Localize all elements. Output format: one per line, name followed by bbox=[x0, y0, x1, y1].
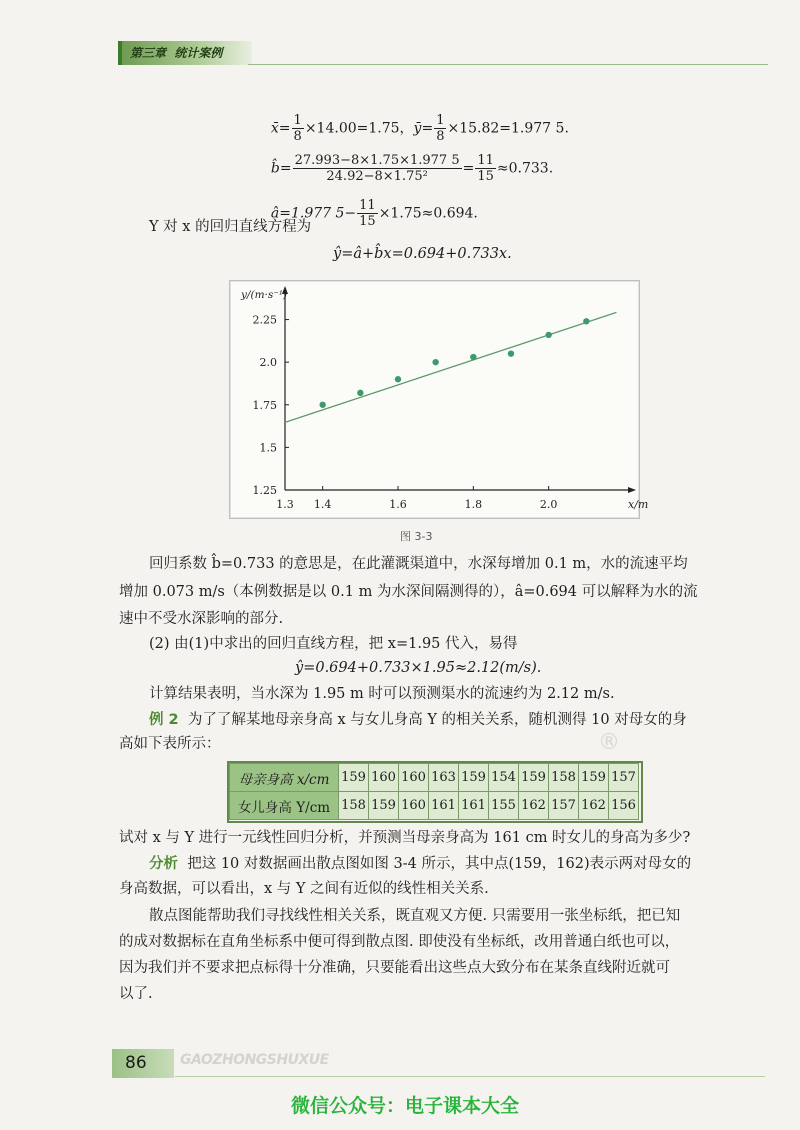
data-point bbox=[319, 402, 325, 408]
y-tick-label: 1.25 bbox=[252, 484, 277, 497]
frac-num: 11 bbox=[477, 153, 494, 168]
x-tick-label: 2.0 bbox=[539, 498, 558, 511]
y-axis-label: y/(m·s⁻¹) bbox=[241, 289, 288, 301]
table-cell: 159 bbox=[369, 792, 399, 820]
b-lhs: b̂= bbox=[270, 160, 292, 177]
xbar-rhs: ×14.00=1.75， bbox=[304, 120, 414, 137]
frac-den: 15 bbox=[477, 169, 494, 184]
x-tick-label: 1.3 bbox=[276, 498, 294, 511]
data-point bbox=[583, 318, 589, 324]
table-cell: 159 bbox=[339, 764, 369, 792]
frac-den: 8 bbox=[293, 129, 302, 144]
header-rule bbox=[248, 64, 768, 65]
analysis-line2: 身高数据，可以看出，x 与 Y 之间有近似的线性相关关系. bbox=[119, 881, 489, 897]
paragraph-line: 速中不受水深影响的部分. bbox=[119, 611, 284, 627]
scatter-chart bbox=[229, 280, 649, 517]
b-eq: = bbox=[462, 160, 475, 177]
regression-intro: Y 对 x 的回归直线方程为 bbox=[149, 219, 312, 235]
table-border bbox=[227, 761, 643, 823]
table-cell: 158 bbox=[549, 764, 579, 792]
data-point bbox=[508, 350, 514, 356]
table-cell: 154 bbox=[489, 764, 519, 792]
x-tick-label: 1.6 bbox=[389, 498, 407, 511]
question-text: 试对 x 与 Y 进行一元线性回归分析，并预测当母亲身高为 161 cm 时女儿的身高为多少? bbox=[119, 830, 691, 846]
table-cell: 159 bbox=[579, 764, 609, 792]
table-cell: 156 bbox=[609, 792, 639, 820]
slope-calculation bbox=[262, 135, 553, 184]
paragraph-line: 以了. bbox=[119, 986, 153, 1002]
a-lhs: â=1.977 5− bbox=[270, 205, 357, 222]
example-2-line bbox=[149, 710, 687, 730]
analysis-label: 分析 bbox=[149, 856, 178, 872]
fraction-11-15-b bbox=[357, 198, 378, 229]
paragraph-line: 回归系数 b̂=0.733 的意思是，在此灌溉渠道中，水深每增加 0.1 m，水的流速平均 bbox=[149, 556, 688, 572]
table-cell: 162 bbox=[519, 792, 549, 820]
frac-den: 8 bbox=[436, 129, 445, 144]
frac-num: 1 bbox=[436, 113, 445, 128]
part2-text: (2) 由(1)中求出的回归直线方程，把 x=1.95 代入，易得 bbox=[149, 636, 518, 652]
footer-rule bbox=[175, 1076, 765, 1077]
registered-mark: ® bbox=[598, 730, 620, 755]
analysis-line bbox=[149, 854, 691, 874]
frac-num: 11 bbox=[359, 198, 376, 213]
y-tick-label: 1.75 bbox=[252, 398, 277, 412]
x-tick-label: 1.8 bbox=[464, 498, 483, 511]
frac-num: 1 bbox=[293, 113, 302, 128]
paragraph-line: 散点图能帮助我们寻找线性相关关系，既直观又方便. 只需要用一张坐标纸，把已知 bbox=[149, 908, 681, 924]
y-tick-label: 1.5 bbox=[259, 441, 277, 455]
ybar-rhs: ×15.82=1.977 5. bbox=[447, 120, 569, 137]
slope-denominator: 24.92−8×1.75² bbox=[326, 169, 428, 184]
table-cell: 161 bbox=[429, 792, 459, 820]
table-cell: 159 bbox=[459, 764, 489, 792]
x-tick-label: 1.4 bbox=[313, 498, 332, 511]
footer-brand: GAOZHONGSHUXUE bbox=[180, 1052, 329, 1068]
conclusion-text: 计算结果表明，当水深为 1.95 m 时可以预测渠水的流速约为 2.12 m/s. bbox=[149, 686, 615, 702]
table-cell: 160 bbox=[399, 792, 429, 820]
part2-equation: ŷ=0.694+0.733×1.95≈2.12(m/s). bbox=[295, 660, 542, 676]
data-point bbox=[470, 354, 476, 360]
data-point bbox=[432, 359, 438, 365]
example-2-text: 为了了解某地母亲身高 x 与女儿身高 Y 的相关关系，随机测得 10 对母女的身 bbox=[178, 712, 687, 728]
page-number: 86 bbox=[125, 1053, 147, 1073]
data-point bbox=[357, 390, 363, 396]
y-tick-label: 2.0 bbox=[259, 356, 277, 370]
slope-numerator: 27.993−8×1.75×1.977 5 bbox=[294, 153, 460, 168]
table-cell: 160 bbox=[399, 764, 429, 792]
row-header: 女儿身高 Y/cm bbox=[230, 792, 339, 820]
table-cell: 160 bbox=[369, 764, 399, 792]
y-tick-label: 2.25 bbox=[252, 313, 277, 327]
table-cell: 162 bbox=[579, 792, 609, 820]
paragraph-line: 因为我们并不要求把点标得十分准确，只要能看出这些点大致分布在某条直线附近就可 bbox=[119, 960, 670, 976]
example-2-label: 例 2 bbox=[149, 712, 179, 728]
x-axis-label: x/m bbox=[628, 498, 649, 511]
table-cell: 163 bbox=[429, 764, 459, 792]
figure-caption: 图 3-3 bbox=[400, 530, 433, 543]
x-axis-arrow bbox=[628, 487, 636, 493]
table-cell: 155 bbox=[489, 792, 519, 820]
table-cell: 159 bbox=[519, 764, 549, 792]
paragraph-line: 增加 0.073 m/s（本例数据是以 0.1 m 为水深间隔测得的），â=0.694 可以解释为水的流 bbox=[119, 584, 698, 600]
table-cell: 157 bbox=[609, 764, 639, 792]
table-cell: 157 bbox=[549, 792, 579, 820]
fraction-11-15 bbox=[475, 153, 496, 184]
paragraph-line: 的成对数据标在直角坐标系中便可得到散点图. 即使没有坐标纸，改用普通白纸也可以， bbox=[119, 934, 680, 950]
table-cell: 161 bbox=[459, 792, 489, 820]
xbar-lhs: x̄= bbox=[270, 120, 291, 137]
chapter-title: 第三章 统计案例 bbox=[130, 46, 223, 60]
data-point bbox=[545, 332, 551, 338]
b-rhs: ≈0.733. bbox=[496, 160, 554, 177]
row-header: 母亲身高 x/cm bbox=[230, 764, 339, 792]
regression-equation: ŷ=â+b̂x=0.694+0.733x. bbox=[333, 246, 512, 262]
table-cell: 158 bbox=[339, 792, 369, 820]
watermark-text: 微信公众号：电子课本大全 bbox=[291, 1095, 520, 1117]
example-2-line2: 高如下表所示： bbox=[119, 736, 221, 752]
data-point bbox=[395, 376, 401, 382]
regression-line bbox=[285, 312, 616, 422]
ybar-lhs: ȳ= bbox=[413, 120, 434, 137]
frac-den: 15 bbox=[359, 214, 376, 229]
a-rhs: ×1.75≈0.694. bbox=[378, 205, 478, 222]
analysis-text: 把这 10 对数据画出散点图如图 3-4 所示，其中点(159，162)表示两对母女的 bbox=[178, 856, 692, 872]
